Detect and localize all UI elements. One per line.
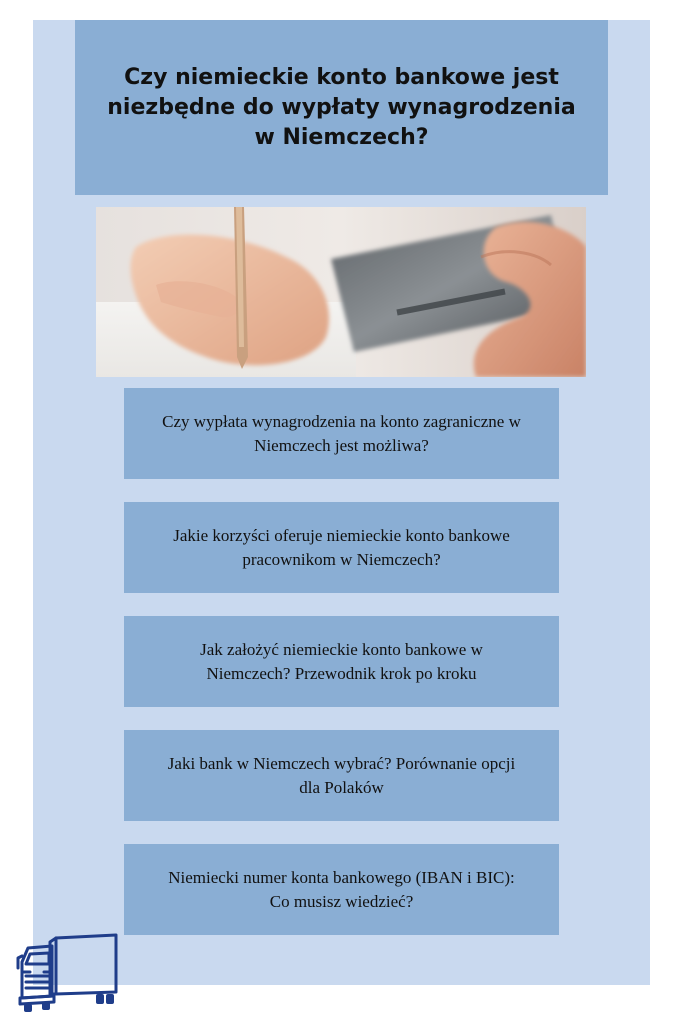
question-label: Niemiecki numer konta bankowego (IBAN i BIC): Co musisz wiedzieć? [168, 867, 515, 911]
question-box[interactable] [124, 844, 559, 935]
question-box[interactable] [124, 730, 559, 821]
question-label: Czy wypłata wynagrodzenia na konto zagraniczne w Niemczech jest możliwa? [162, 411, 521, 455]
question-label: Jaki bank w Niemczech wybrać? Porównanie opcji dla Polaków [167, 753, 516, 797]
question-box[interactable] [124, 388, 559, 479]
question-label: Jakie korzyści oferuje niemieckie konto bankowe pracownikom w Niemczech? [173, 525, 510, 569]
question-box[interactable] [124, 502, 559, 593]
title-banner [75, 20, 608, 195]
truck-icon [16, 932, 120, 1014]
page-title: Czy niemieckie konto bankowe jest niezbędne do wypłaty wynagrodzenia w Niemczech? [107, 64, 576, 150]
question-box[interactable] [124, 616, 559, 707]
question-label: Jak założyć niemieckie konto bankowe w Niemczech? Przewodnik krok po kroku [200, 639, 483, 683]
hero-photo [96, 207, 586, 377]
